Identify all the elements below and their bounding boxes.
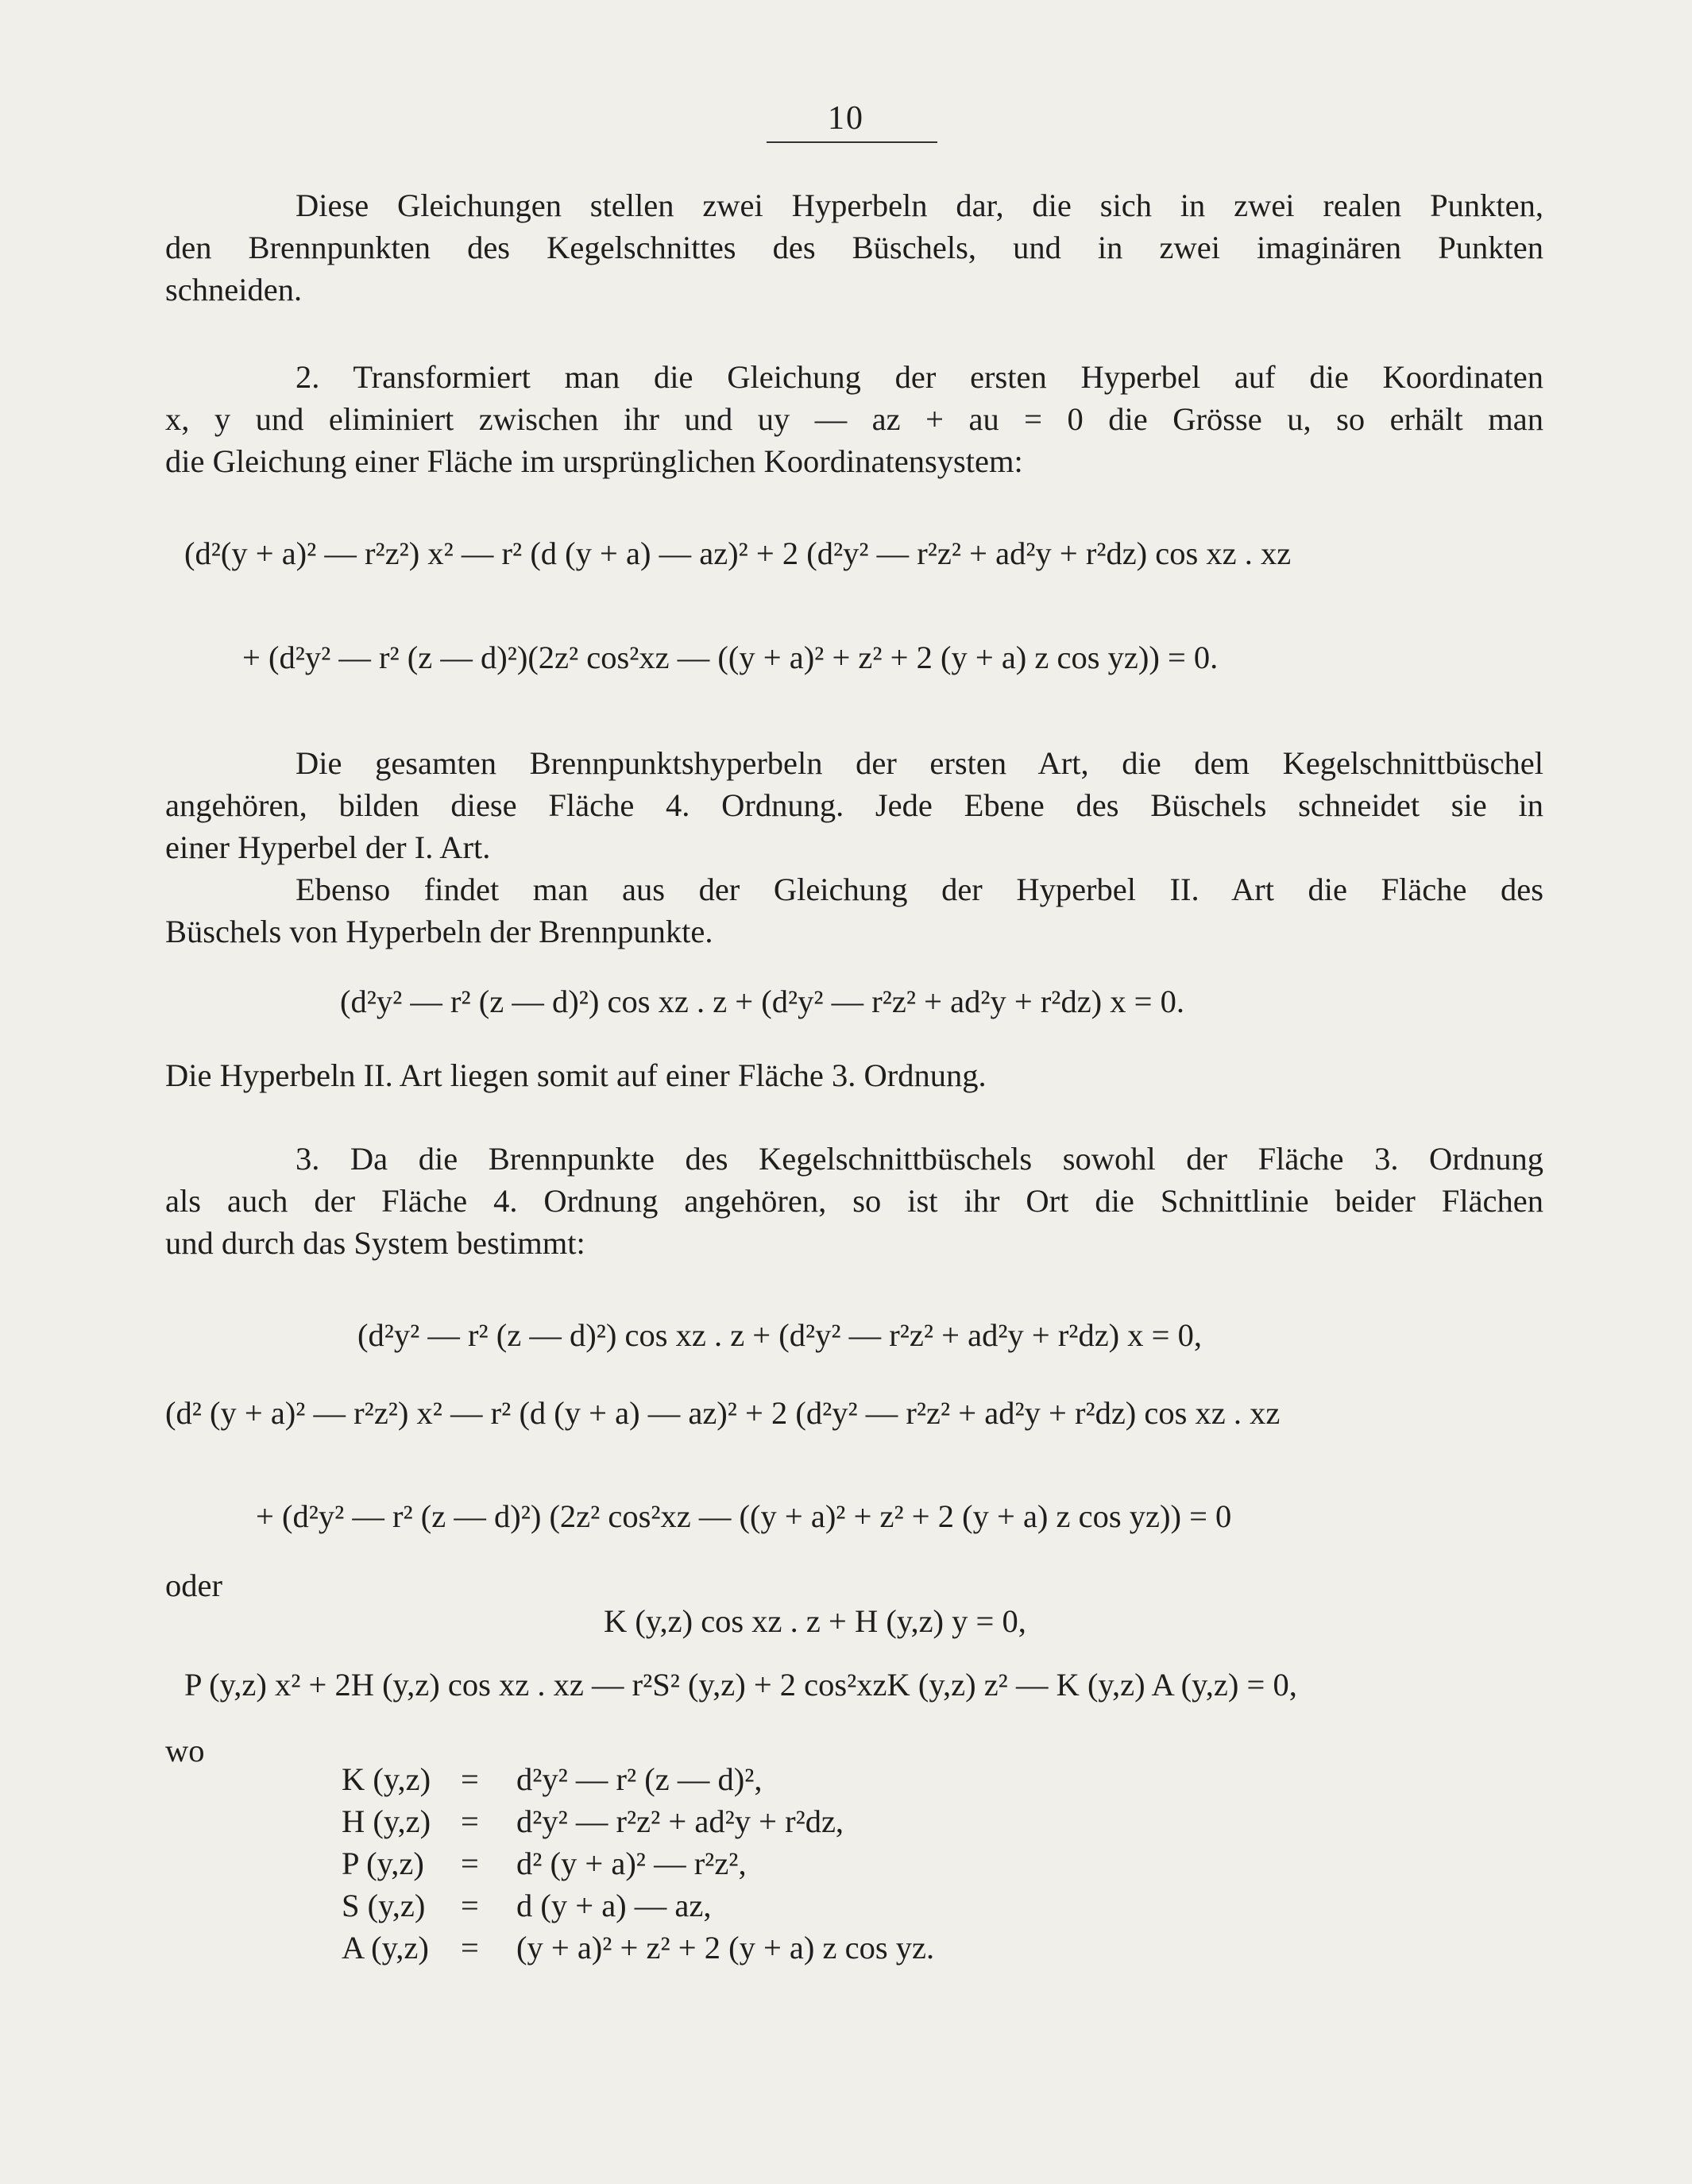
equation-k: K (y,z) cos xz . z + H (y,z) y = 0, bbox=[604, 1603, 1026, 1639]
definition-row bbox=[342, 1800, 934, 1842]
system-equation-3: + (d²y² — r² (z — d)²) (2z² cos²xz — ((y + a)² + z² + 2 (y + a) z cos yz)) = 0 bbox=[256, 1498, 1232, 1534]
equation-surface-4-line-1: (d²(y + a)² — r²z²) x² — r² (d (y + a) — az)² + 2 (d²y² — r²z² + ad²y + r²dz) cos xz . xz bbox=[184, 535, 1292, 571]
system-equation-1: (d²y² — r² (z — d)²) cos xz . z + (d²y² — r²z² + ad²y + r²dz) x = 0, bbox=[357, 1317, 1203, 1353]
text-line: die Gleichung einer Fläche im ursprünglichen Koordinatensystem: bbox=[165, 443, 1023, 479]
paragraph-5 bbox=[165, 1054, 1543, 1096]
system-equation-2: (d² (y + a)² — r²z²) x² — r² (d (y + a) — az)² + 2 (d²y² — r²z² + ad²y + r²dz) cos xz . xz bbox=[165, 1395, 1281, 1431]
definitions-list bbox=[342, 1758, 934, 1969]
text-line: den Brennpunkten des Kegelschnittes des Büschels, und in zwei imaginären Punkten bbox=[165, 230, 1543, 265]
text-line: angehören, bilden diese Fläche 4. Ordnung. Jede Ebene des Büschels schneidet sie in bbox=[165, 787, 1543, 823]
paragraph-6 bbox=[165, 1138, 1543, 1264]
text-line: Diese Gleichungen stellen zwei Hyperbeln dar, die sich in zwei realen Punkten, bbox=[296, 187, 1543, 223]
definition-rhs: d (y + a) — az, bbox=[516, 1888, 712, 1923]
oder-label: oder bbox=[165, 1567, 222, 1603]
equals-sign: = bbox=[461, 1761, 479, 1797]
paragraph-2 bbox=[165, 356, 1543, 482]
text-line: 3. Da die Brennpunkte des Kegelschnittbüschels sowohl der Fläche 3. Ordnung bbox=[296, 1141, 1543, 1177]
paragraph-1 bbox=[165, 184, 1543, 311]
definition-row bbox=[342, 1884, 934, 1927]
page-number-rule bbox=[767, 141, 937, 143]
equation-surface-3: (d²y² — r² (z — d)²) cos xz . z + (d²y² — r²z² + ad²y + r²dz) x = 0. bbox=[340, 984, 1185, 1019]
equals-sign: = bbox=[461, 1846, 479, 1881]
text-line: als auch der Fläche 4. Ordnung angehören, so ist ihr Ort die Schnittlinie beider Flächen bbox=[165, 1183, 1543, 1219]
definition-rhs: d²y² — r²z² + ad²y + r²dz, bbox=[516, 1803, 844, 1839]
text-line: 2. Transformiert man die Gleichung der ersten Hyperbel auf die Koordinaten bbox=[296, 359, 1543, 395]
definition-row bbox=[342, 1758, 934, 1800]
paragraph-3 bbox=[165, 742, 1543, 868]
definition-rhs: (y + a)² + z² + 2 (y + a) z cos yz. bbox=[516, 1930, 935, 1966]
definition-lhs: K (y,z) bbox=[342, 1761, 431, 1797]
page-number: 10 bbox=[828, 100, 864, 137]
equation-p: P (y,z) x² + 2H (y,z) cos xz . xz — r²S² (y,z) + 2 cos²xzK (y,z) z² — K (y,z) A (y,z) = 0, bbox=[184, 1667, 1297, 1703]
definition-lhs: S (y,z) bbox=[342, 1888, 426, 1923]
text-line: x, y und eliminiert zwischen ihr und uy — az + au = 0 die Grösse u, so erhält man bbox=[165, 401, 1543, 437]
wo-label: wo bbox=[165, 1733, 205, 1768]
equals-sign: = bbox=[461, 1930, 479, 1966]
text-line: und durch das System bestimmt: bbox=[165, 1225, 585, 1261]
text-line: Ebenso findet man aus der Gleichung der Hyperbel II. Art die Fläche des bbox=[296, 872, 1543, 907]
text-line: Die Hyperbeln II. Art liegen somit auf einer Fläche 3. Ordnung. bbox=[165, 1057, 987, 1093]
equals-sign: = bbox=[461, 1803, 479, 1839]
definition-row bbox=[342, 1842, 934, 1884]
definition-rhs: d²y² — r² (z — d)², bbox=[516, 1761, 763, 1797]
definition-lhs: H (y,z) bbox=[342, 1803, 431, 1839]
text-line: schneiden. bbox=[165, 272, 303, 307]
text-line: Die gesamten Brennpunktshyperbeln der ersten Art, die dem Kegelschnittbüschel bbox=[296, 745, 1543, 781]
text-line: Büschels von Hyperbeln der Brennpunkte. bbox=[165, 914, 713, 949]
definition-lhs: A (y,z) bbox=[342, 1930, 429, 1966]
equals-sign: = bbox=[461, 1888, 479, 1923]
text-line: einer Hyperbel der I. Art. bbox=[165, 829, 491, 865]
equation-surface-4-line-2: + (d²y² — r² (z — d)²)(2z² cos²xz — ((y + a)² + z² + 2 (y + a) z cos yz)) = 0. bbox=[242, 640, 1219, 675]
definition-row bbox=[342, 1927, 934, 1969]
definition-rhs: d² (y + a)² — r²z², bbox=[516, 1846, 747, 1881]
definition-lhs: P (y,z) bbox=[342, 1846, 424, 1881]
paragraph-4 bbox=[165, 868, 1543, 953]
